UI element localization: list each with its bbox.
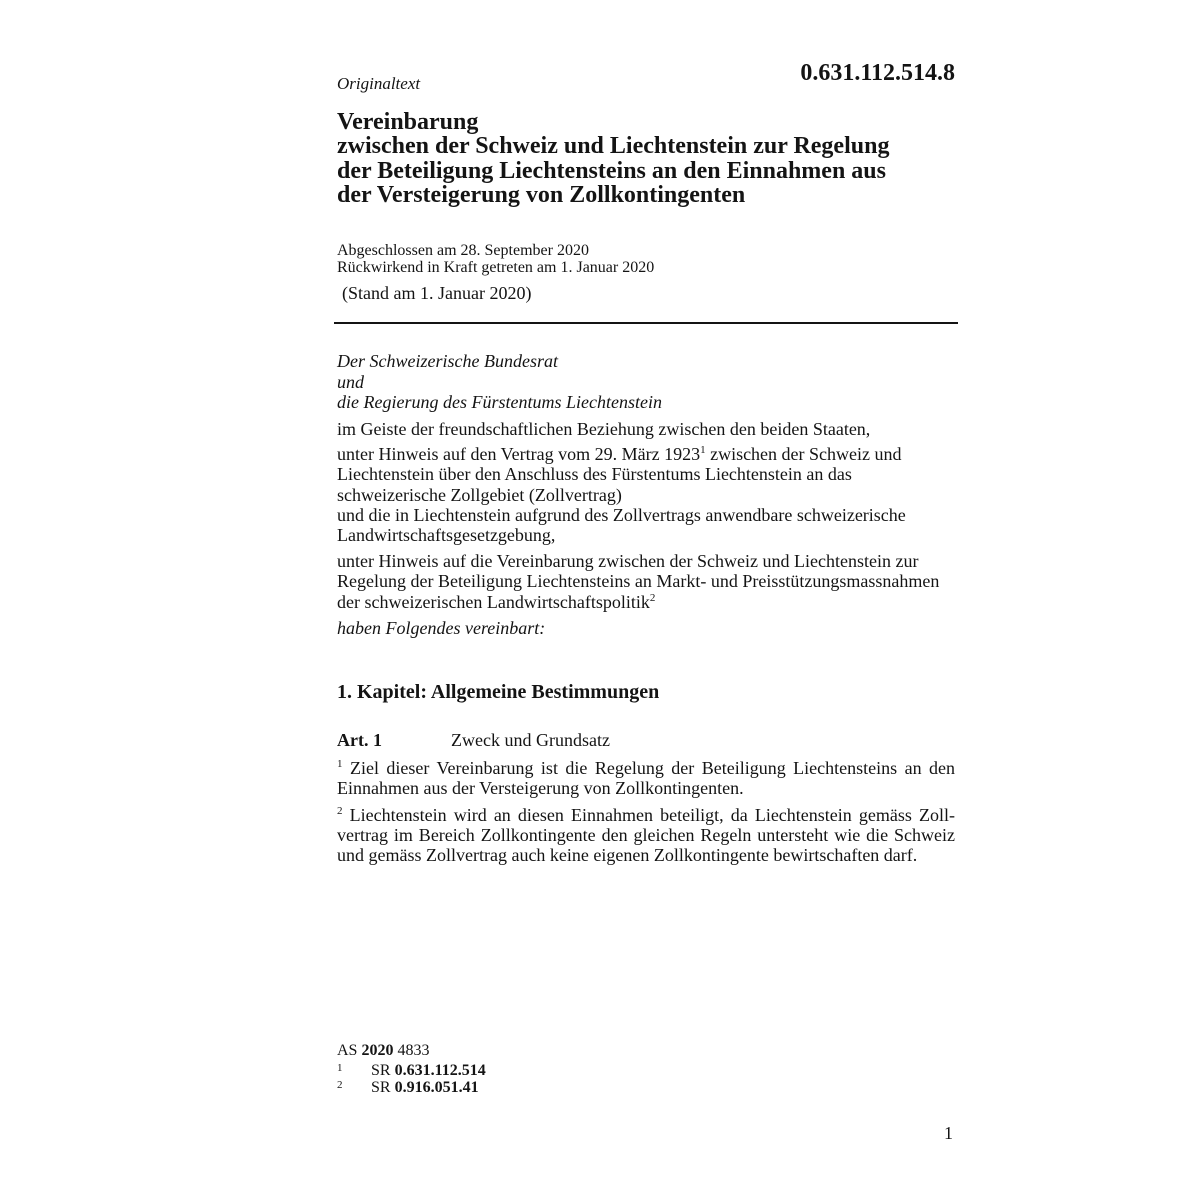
paragraph-line: vertrag im Bereich Zollkontingente den gleichen Regeln untersteht wie die Schweiz bbox=[337, 825, 955, 845]
dates-block bbox=[337, 242, 654, 276]
footnote-reference: 0.631.112.514 bbox=[394, 1062, 486, 1079]
party-line: und bbox=[337, 371, 364, 392]
paragraph-line: und gemäss Zollvertrag auch keine eigenen Zollkontingente bewirtschaften darf. bbox=[337, 845, 918, 865]
paragraph-line: Einnahmen aus der Versteigerung von Zollkontingenten. bbox=[337, 778, 744, 798]
recital-line: schweizerische Zollgebiet (Zollvertrag) bbox=[337, 484, 622, 505]
source-prefix: AS bbox=[337, 1042, 358, 1059]
official-source bbox=[337, 1042, 429, 1059]
preamble-parties bbox=[337, 351, 662, 413]
article-heading: Zweck und Grundsatz bbox=[451, 730, 610, 750]
source-page: 4833 bbox=[397, 1042, 430, 1059]
page-number: 1 bbox=[944, 1123, 953, 1143]
paragraph-line bbox=[337, 758, 955, 778]
original-text-label: Originaltext bbox=[337, 74, 421, 93]
paragraph-number: 2 bbox=[337, 805, 343, 817]
sr-number: 0.631.112.514.8 bbox=[800, 60, 955, 86]
title-line: der Beteiligung Liechtensteins an den Einnahmen aus bbox=[337, 157, 886, 184]
recital-text: zwischen der Schweiz und bbox=[710, 444, 902, 464]
recital-1: im Geiste der freundschaftlichen Beziehung zwischen den beiden Staaten, bbox=[337, 419, 871, 439]
footnote-prefix: SR bbox=[371, 1062, 391, 1079]
preamble-closing: haben Folgendes vereinbart: bbox=[337, 618, 546, 638]
footnote-prefix: SR bbox=[371, 1079, 391, 1096]
article-paragraph bbox=[337, 758, 955, 798]
recital-line bbox=[337, 592, 939, 612]
source-year: 2020 bbox=[361, 1042, 394, 1059]
footnotes bbox=[337, 1062, 486, 1096]
paragraph-text: Liechtenstein wird an diesen Einnahmen beteiligt, da Liechtenstein gemäss Zoll- bbox=[349, 805, 955, 825]
footnote-number: 1 bbox=[337, 1062, 343, 1074]
party-line: Der Schweizerische Bundesrat bbox=[337, 351, 558, 371]
in-force-date: Rückwirkend in Kraft getreten am 1. Januar 2020 bbox=[337, 259, 655, 276]
recital-line: unter Hinweis auf die Vereinbarung zwischen der Schweiz und Liechtenstein zur bbox=[337, 551, 919, 571]
document-title bbox=[337, 110, 889, 207]
recital-line: Regelung der Beteiligung Liechtensteins an Markt- und Preisstützungsmassnahmen bbox=[337, 571, 940, 592]
title-line: der Versteigerung von Zollkontingenten bbox=[337, 181, 746, 208]
party-line: die Regierung des Fürstentums Liechtenstein bbox=[337, 392, 662, 412]
recital-line bbox=[337, 444, 906, 464]
paragraph-number: 1 bbox=[337, 758, 343, 770]
title-line: Vereinbarung bbox=[337, 109, 479, 135]
title-line: zwischen der Schweiz und Liechtenstein zur Regelung bbox=[337, 133, 890, 160]
recital-text: der schweizerischen Landwirtschaftspolitik bbox=[337, 591, 650, 612]
article-paragraph bbox=[337, 805, 955, 865]
recital-line: Landwirtschaftsgesetzgebung, bbox=[337, 525, 556, 546]
paragraph-line bbox=[337, 805, 955, 825]
paragraph-text: Ziel dieser Vereinbarung ist die Regelung der Beteiligung Liechtensteins an den bbox=[349, 758, 956, 778]
chapter-title: 1. Kapitel: Allgemeine Bestimmungen bbox=[337, 681, 660, 703]
concluded-date: Abgeschlossen am 28. September 2020 bbox=[337, 242, 589, 259]
footnote-ref: 2 bbox=[649, 591, 656, 604]
footnote-number: 2 bbox=[337, 1079, 343, 1091]
recital-text: unter Hinweis auf den Vertrag vom 29. März 1923 bbox=[337, 444, 701, 464]
article-number: Art. 1 bbox=[337, 730, 382, 750]
footnote bbox=[337, 1079, 486, 1096]
recital-line: und die in Liechtenstein aufgrund des Zollvertrags anwendbare schweizerische bbox=[337, 504, 906, 525]
header-divider bbox=[334, 322, 958, 324]
recital-3 bbox=[337, 551, 939, 612]
recital-2 bbox=[337, 444, 906, 545]
footnote-reference: 0.916.051.41 bbox=[394, 1079, 479, 1096]
status-date: (Stand am 1. Januar 2020) bbox=[342, 283, 532, 303]
footnote-ref: 1 bbox=[700, 444, 706, 456]
recital-line: Liechtenstein über den Anschluss des Fürstentums Liechtenstein an das bbox=[337, 464, 852, 485]
